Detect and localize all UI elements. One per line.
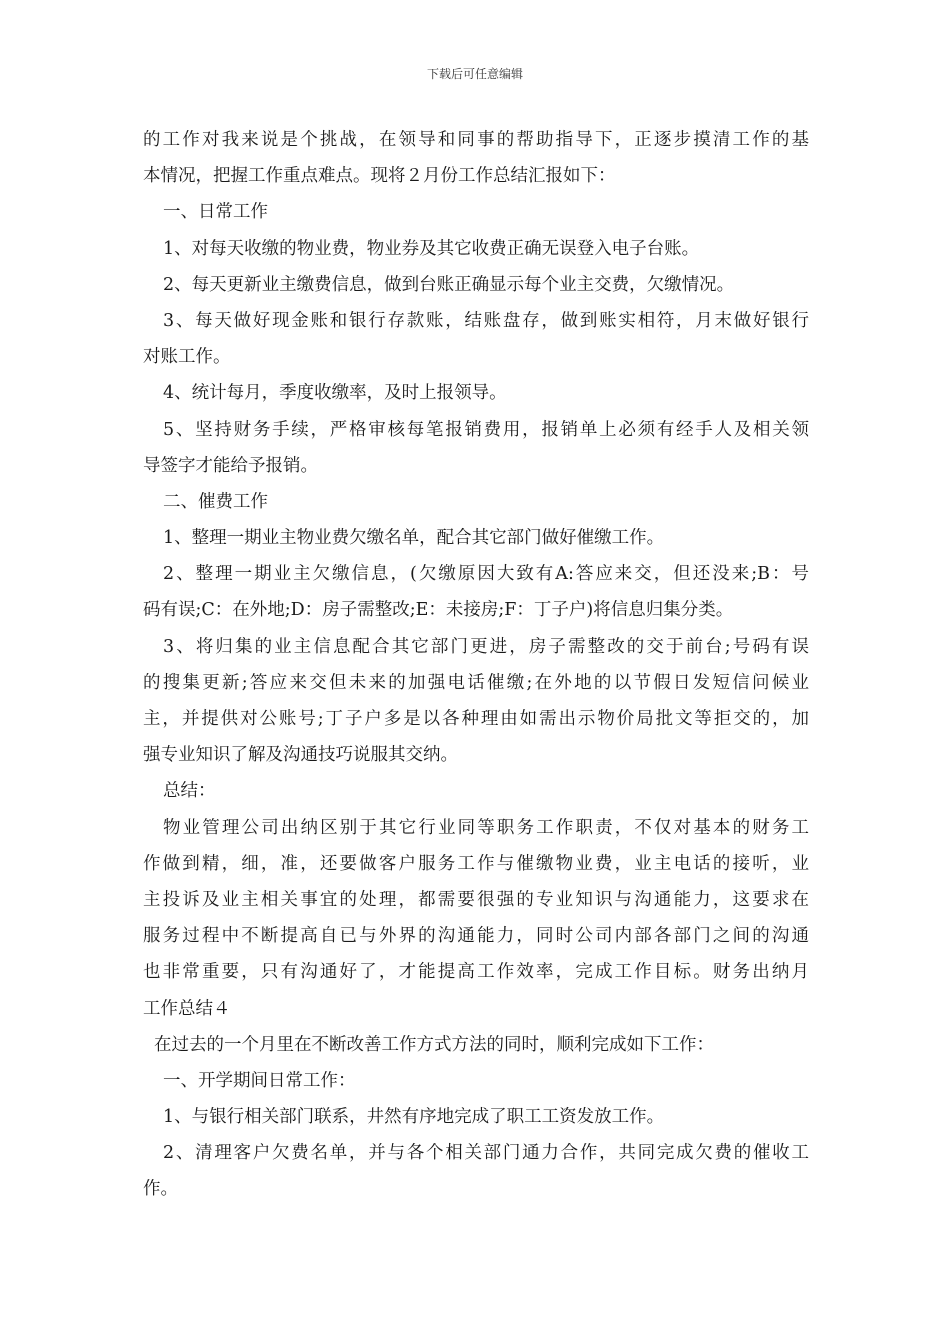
text-line: 码有误;C：在外地;D：房子需整改;E：未接房;F：丁子户)将信息归集分类。 (143, 600, 734, 621)
text-line: 2、每天更新业主缴费信息，做到台账正确显示每个业主交费，欠缴情况。 (163, 274, 735, 295)
text-line: 3、每天做好现金账和银行存款账，结账盘存，做到账实相符，月末做好银行 (163, 310, 809, 331)
text-line: 的工作对我来说是个挑战，在领导和同事的帮助指导下，正逐步摸清工作的基 (143, 130, 809, 150)
text-line: 工作总结４ (143, 998, 231, 1019)
text-line: 1、与银行相关部门联系，井然有序地完成了职工工资发放工作。 (163, 1107, 665, 1128)
text-line: 导签字才能给予报销。 (143, 455, 318, 476)
text-line: 二、催费工作 (163, 491, 268, 512)
text-line: 强专业知识了解及沟通技巧说服其交纳。 (143, 745, 458, 766)
text-line: 的搜集更新;答应来交但未来的加强电话催缴;在外地的以节假日发短信问候业 (143, 672, 809, 693)
text-line: 也非常重要，只有沟通好了，才能提高工作效率，完成工作目标。财务出纳月 (143, 962, 809, 983)
text-line: 2、清理客户欠费名单，并与各个相关部门通力合作，共同完成欠费的催收工 (163, 1143, 809, 1164)
text-line: 5、坚持财务手续，严格审核每笔报销费用，报销单上必须有经手人及相关领 (163, 419, 809, 440)
page-header: 下载后可任意编辑 (426, 67, 523, 81)
text-line: 物业管理公司出纳区别于其它行业同等职务工作职责，不仅对基本的财务工 (163, 817, 809, 838)
text-line: 4、统计每月，季度收缴率，及时上报领导。 (163, 383, 507, 404)
text-line: 对账工作。 (143, 347, 231, 368)
text-line: 在过去的一个月里在不断改善工作方式方法的同时，顺利完成如下工作： (154, 1034, 714, 1055)
text-line: 2、整理一期业主欠缴信息，(欠缴原因大致有A:答应来交，但还没来;B：号 (163, 564, 809, 585)
text-line: 1、对每天收缴的物业费，物业券及其它收费正确无误登入电子台账。 (163, 238, 700, 259)
text-line: 一、日常工作 (163, 202, 268, 223)
text-line: 3、将归集的业主信息配合其它部门更进，房子需整改的交于前台;号码有误 (163, 636, 809, 657)
text-line: 总结： (163, 781, 216, 802)
text-line: 一、开学期间日常工作： (163, 1070, 356, 1091)
text-line: 主，并提供对公账号;丁子户多是以各种理由如需出示物价局批文等拒交的，加 (143, 709, 809, 729)
text-line: 作。 (143, 1179, 178, 1200)
text-line: 主投诉及业主相关事宜的处理，都需要很强的专业知识与沟通能力，这要求在 (143, 889, 809, 910)
text-line: 1、整理一期业主物业费欠缴名单，配合其它部门做好催缴工作。 (163, 528, 665, 549)
text-line: 服务过程中不断提高自已与外界的沟通能力，同时公司内部各部门之间的沟通 (143, 926, 809, 947)
text-line: 作做到精，细，准，还要做客户服务工作与催缴物业费，业主电话的接听，业 (143, 853, 809, 874)
document-body (143, 122, 809, 1208)
text-line: 本情况，把握工作重点难点。现将２月份工作总结汇报如下： (143, 166, 616, 187)
